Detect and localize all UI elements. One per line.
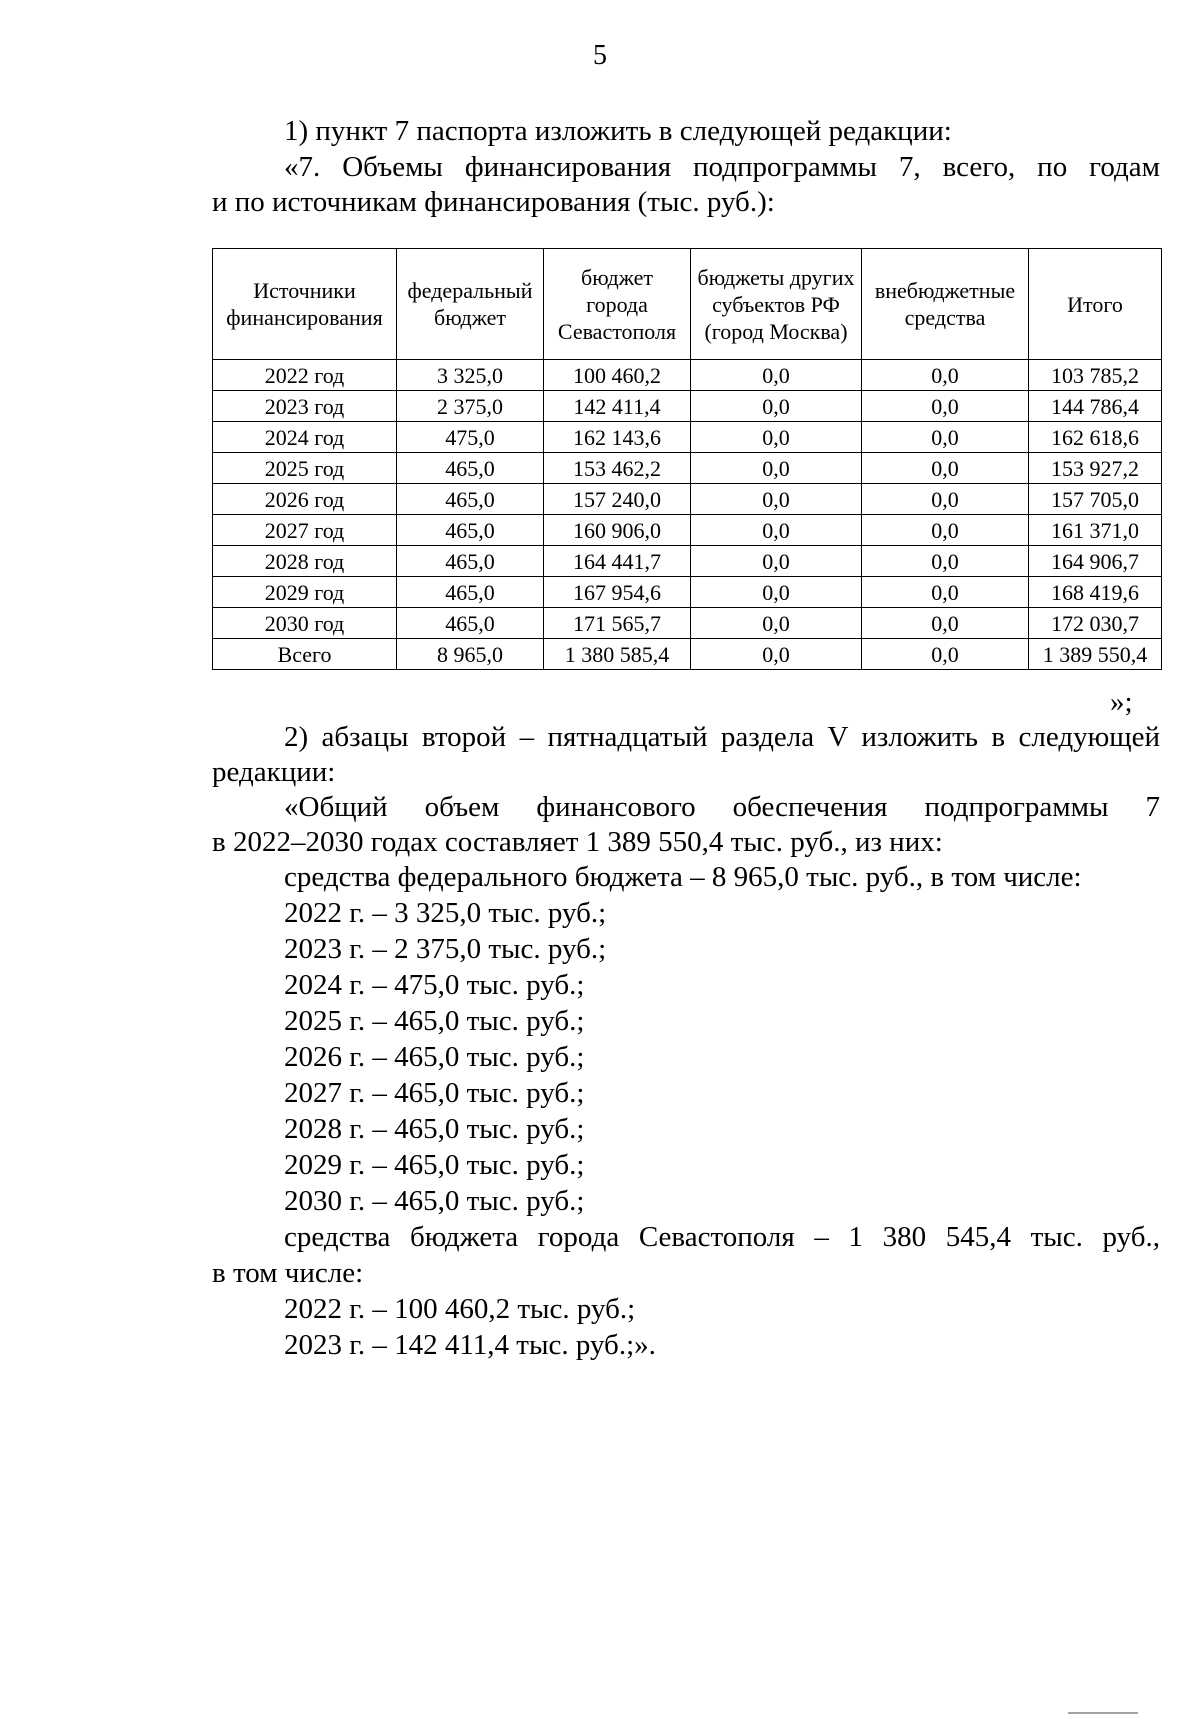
table-cell: 1 380 585,4 [544,639,691,670]
table-cell: 2 375,0 [397,391,544,422]
table-cell: 465,0 [397,577,544,608]
table-cell: 465,0 [397,546,544,577]
table-row [213,515,1162,546]
table-cell: 103 785,2 [1029,360,1162,391]
table-cell: 100 460,2 [544,360,691,391]
item2-heading-line1: 2) абзацы второй – пятнадцатый раздела V изложить в следующей [284,721,1160,753]
table-cell: 0,0 [862,515,1029,546]
table-row [213,577,1162,608]
item1-paragraph-line1: «7. Объемы финансирования подпрограммы 7, всего, по годам [284,151,1160,183]
table-cell: 172 030,7 [1029,608,1162,639]
table-row [213,422,1162,453]
table-cell: 2022 год [213,360,397,391]
table-row [213,453,1162,484]
table-cell: 0,0 [862,391,1029,422]
table-cell: 0,0 [691,360,862,391]
table-cell: 465,0 [397,453,544,484]
item2-paragraph-line1: «Общий объем финансового обеспечения подпрограммы 7 [284,791,1160,823]
federal-year-item: 2023 г. – 2 375,0 тыс. руб.; [284,933,607,965]
table-cell: 0,0 [691,453,862,484]
table-cell: 0,0 [691,639,862,670]
federal-year-item: 2025 г. – 465,0 тыс. руб.; [284,1005,585,1037]
page-number: 5 [593,40,607,71]
table-cell: 465,0 [397,515,544,546]
table-row [213,608,1162,639]
table-cell: 0,0 [862,360,1029,391]
table-cell: 0,0 [691,422,862,453]
table-cell: 157 705,0 [1029,484,1162,515]
table-cell: 162 618,6 [1029,422,1162,453]
table-cell: 162 143,6 [544,422,691,453]
table-row [213,391,1162,422]
header-federal-budget: федеральный бюджет [397,249,544,360]
table-cell: 2030 год [213,608,397,639]
table-cell: 2025 год [213,453,397,484]
table-cell: 0,0 [691,515,862,546]
city-year-item: 2023 г. – 142 411,4 тыс. руб.;». [284,1329,656,1361]
table-cell: 142 411,4 [544,391,691,422]
table-cell: 0,0 [862,422,1029,453]
header-other-regions-budget: бюджеты других субъектов РФ (город Москва) [691,249,862,360]
table-cell: 0,0 [691,391,862,422]
table-cell: 171 565,7 [544,608,691,639]
table-total-row [213,639,1162,670]
table-cell: 0,0 [862,608,1029,639]
table-cell: 2026 год [213,484,397,515]
federal-year-item: 2024 г. – 475,0 тыс. руб.; [284,969,585,1001]
table-cell: 465,0 [397,484,544,515]
table-cell: 1 389 550,4 [1029,639,1162,670]
table-cell: 2027 год [213,515,397,546]
table-cell: 0,0 [691,608,862,639]
item2-heading-line2: редакции: [212,756,336,788]
table-cell: 153 462,2 [544,453,691,484]
federal-year-item: 2029 г. – 465,0 тыс. руб.; [284,1149,585,1181]
table-cell: 157 240,0 [544,484,691,515]
table-cell: Всего [213,639,397,670]
header-total: Итого [1029,249,1162,360]
federal-year-item: 2022 г. – 3 325,0 тыс. руб.; [284,897,607,929]
scan-artifact [1068,1712,1138,1719]
federal-year-item: 2028 г. – 465,0 тыс. руб.; [284,1113,585,1145]
table-cell: 0,0 [691,577,862,608]
table-closing-quote: »; [1110,686,1133,718]
city-funding-intro-line1: средства бюджета города Севастополя – 1 380 545,4 тыс. руб., [284,1221,1160,1253]
city-year-item: 2022 г. – 100 460,2 тыс. руб.; [284,1293,636,1325]
table-cell: 2024 год [213,422,397,453]
table-cell: 0,0 [862,639,1029,670]
item2-paragraph-line2: в 2022–2030 годах составляет 1 389 550,4 тыс. руб., из них: [212,826,943,858]
table-cell: 160 906,0 [544,515,691,546]
table-cell: 168 419,6 [1029,577,1162,608]
table-row [213,360,1162,391]
item1-heading: 1) пункт 7 паспорта изложить в следующей редакции: [284,115,952,147]
table-cell: 0,0 [862,577,1029,608]
table-cell: 164 441,7 [544,546,691,577]
table-cell: 0,0 [862,484,1029,515]
financing-table [212,248,1162,670]
table-cell: 3 325,0 [397,360,544,391]
table-cell: 475,0 [397,422,544,453]
federal-year-item: 2027 г. – 465,0 тыс. руб.; [284,1077,585,1109]
table-cell: 2023 год [213,391,397,422]
table-cell: 144 786,4 [1029,391,1162,422]
item1-paragraph-line2: и по источникам финансирования (тыс. руб.): [212,186,775,218]
table-cell: 0,0 [691,484,862,515]
federal-year-item: 2030 г. – 465,0 тыс. руб.; [284,1185,585,1217]
table-cell: 153 927,2 [1029,453,1162,484]
table-row [213,484,1162,515]
federal-year-item: 2026 г. – 465,0 тыс. руб.; [284,1041,585,1073]
table-cell: 167 954,6 [544,577,691,608]
table-cell: 0,0 [862,453,1029,484]
table-cell: 0,0 [862,546,1029,577]
table-cell: 161 371,0 [1029,515,1162,546]
table-cell: 0,0 [691,546,862,577]
table-cell: 465,0 [397,608,544,639]
table-row [213,546,1162,577]
table-cell: 2029 год [213,577,397,608]
table-header-row [213,249,1162,360]
header-sources: Источники финансирования [213,249,397,360]
table-cell: 8 965,0 [397,639,544,670]
table-cell: 2028 год [213,546,397,577]
header-city-budget: бюджет города Севастополя [544,249,691,360]
table-cell: 164 906,7 [1029,546,1162,577]
city-funding-intro-line2: в том числе: [212,1257,364,1289]
header-extrabudgetary: внебюджетные средства [862,249,1029,360]
federal-funding-intro: средства федерального бюджета – 8 965,0 тыс. руб., в том числе: [284,861,1082,893]
